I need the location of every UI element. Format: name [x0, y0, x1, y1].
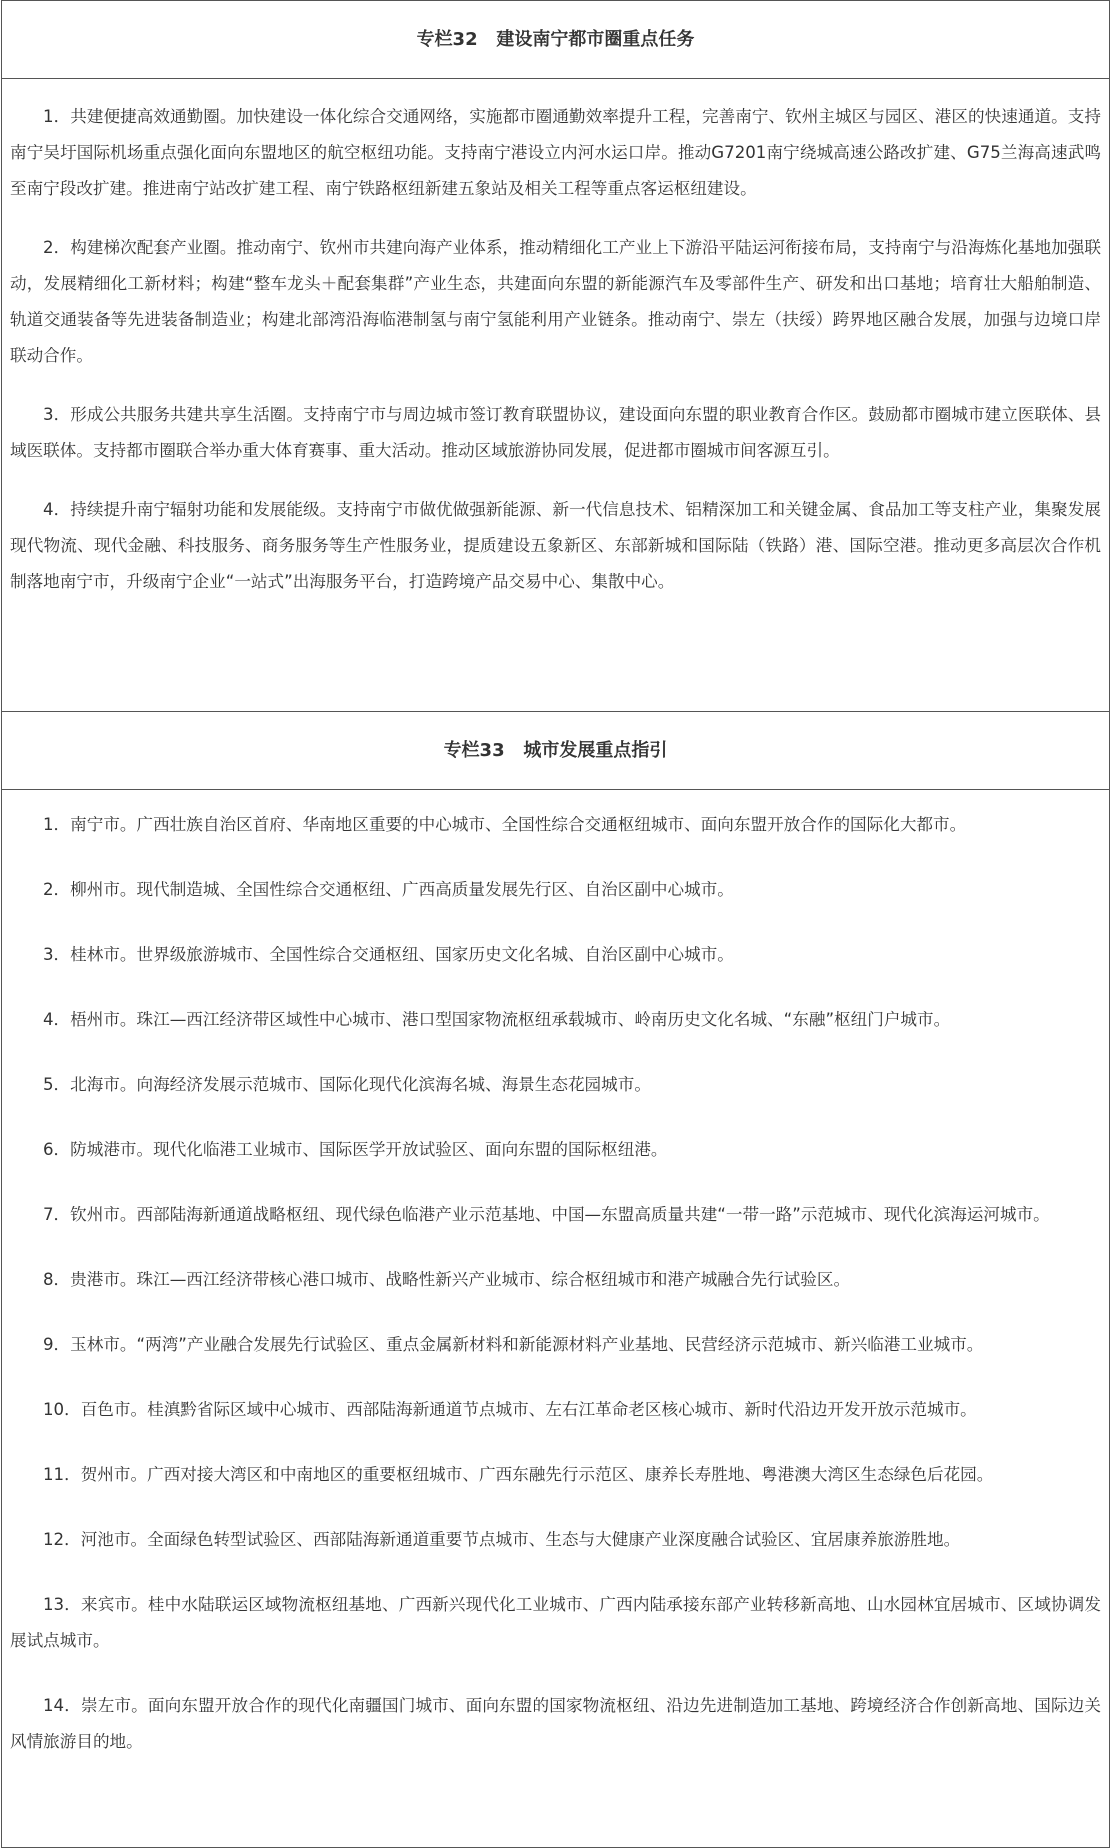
city-item: 3．桂林市。世界级旅游城市、全国性综合交通枢纽、国家历史文化名城、自治区副中心城市。	[43, 945, 734, 964]
column-33-content	[2, 790, 1109, 1760]
city-item: 8．贵港市。珠江—西江经济带核心港口城市、战略性新兴产业城市、综合枢纽城市和港产城融合先行试验区。	[43, 1270, 851, 1289]
city-item: 13．来宾市。桂中水陆联运区域物流枢纽基地、广西新兴现代化工业城市、广西内陆承接东部产业转移新高地、山水园林宜居城市、区域协调发展试点城市。	[10, 1595, 1101, 1650]
column-32-item: 3．形成公共服务共建共享生活圈。支持南宁市与周边城市签订教育联盟协议，建设面向东盟的职业教育合作区。鼓励都市圈城市建立医联体、县域医联体。支持都市圈联合举办重大体育赛事、重大活动。推动区域旅游协同发展，促进都市圈城市间客源互引。	[10, 405, 1101, 460]
column-32-item: 2．构建梯次配套产业圈。推动南宁、钦州市共建向海产业体系，推动精细化工产业上下游沿平陆运河衔接布局，支持南宁与沿海炼化基地加强联动，发展精细化工新材料；构建“整车龙头＋配套集群”产业生态，共建面向东盟的新能源汽车及零部件生产、研发和出口基地；培育壮大船舶制造、轨道交通装备等先进装备制造业；构建北部湾沿海临港制氢与南宁氢能利用产业链条。推动南宁、崇左（扶绥）跨界地区融合发展，加强与边境口岸联动合作。	[10, 238, 1101, 365]
city-item: 5．北海市。向海经济发展示范城市、国际化现代化滨海名城、海景生态花园城市。	[43, 1075, 651, 1094]
column-33-title: 专栏33 城市发展重点指引	[2, 712, 1109, 790]
city-item: 4．梧州市。珠江—西江经济带区域性中心城市、港口型国家物流枢纽承载城市、岭南历史文化名城、“东融”枢纽门户城市。	[43, 1010, 951, 1029]
city-item: 14．崇左市。面向东盟开放合作的现代化南疆国门城市、面向东盟的国家物流枢纽、沿边先进制造加工基地、跨境经济合作创新高地、国际边关风情旅游目的地。	[10, 1696, 1101, 1751]
column-33-box	[1, 711, 1110, 1848]
column-32-content	[2, 79, 1109, 600]
city-item: 11．贺州市。广西对接大湾区和中南地区的重要枢纽城市、广西东融先行示范区、康养长寿胜地、粤港澳大湾区生态绿色后花园。	[43, 1465, 994, 1484]
column-32-item: 4．持续提升南宁辐射功能和发展能级。支持南宁市做优做强新能源、新一代信息技术、铝精深加工和关键金属、食品加工等支柱产业，集聚发展现代物流、现代金融、科技服务、商务服务等生产性服务业，提质建设五象新区、东部新城和国际陆（铁路）港、国际空港。推动更多高层次合作机制落地南宁市，升级南宁企业“一站式”出海服务平台，打造跨境产品交易中心、集散中心。	[10, 500, 1101, 591]
city-item: 10．百色市。桂滇黔省际区域中心城市、西部陆海新通道节点城市、左右江革命老区核心城市、新时代沿边开发开放示范城市。	[43, 1400, 977, 1419]
column-32-box	[1, 0, 1110, 713]
city-item: 1．南宁市。广西壮族自治区首府、华南地区重要的中心城市、全国性综合交通枢纽城市、面向东盟开放合作的国际化大都市。	[43, 815, 967, 834]
city-item: 9．玉林市。“两湾”产业融合发展先行试验区、重点金属新材料和新能源材料产业基地、民营经济示范城市、新兴临港工业城市。	[43, 1335, 984, 1354]
column-32-title: 专栏32 建设南宁都市圈重点任务	[2, 1, 1109, 79]
city-item: 6．防城港市。现代化临港工业城市、国际医学开放试验区、面向东盟的国际枢纽港。	[43, 1140, 668, 1159]
city-item: 12．河池市。全面绿色转型试验区、西部陆海新通道重要节点城市、生态与大健康产业深度融合试验区、宜居康养旅游胜地。	[43, 1530, 961, 1549]
city-item: 7．钦州市。西部陆海新通道战略枢纽、现代绿色临港产业示范基地、中国—东盟高质量共建“一带一路”示范城市、现代化滨海运河城市。	[43, 1205, 1050, 1224]
column-32-item: 1．共建便捷高效通勤圈。加快建设一体化综合交通网络，实施都市圈通勤效率提升工程，完善南宁、钦州主城区与园区、港区的快速通道。支持南宁吴圩国际机场重点强化面向东盟地区的航空枢纽功能。支持南宁港设立内河水运口岸。推动G7201南宁绕城高速公路改扩建、G75兰海高速武鸣至南宁段改扩建。推进南宁站改扩建工程、南宁铁路枢纽新建五象站及相关工程等重点客运枢纽建设。	[10, 107, 1101, 198]
city-item: 2．柳州市。现代制造城、全国性综合交通枢纽、广西高质量发展先行区、自治区副中心城市。	[43, 880, 734, 899]
